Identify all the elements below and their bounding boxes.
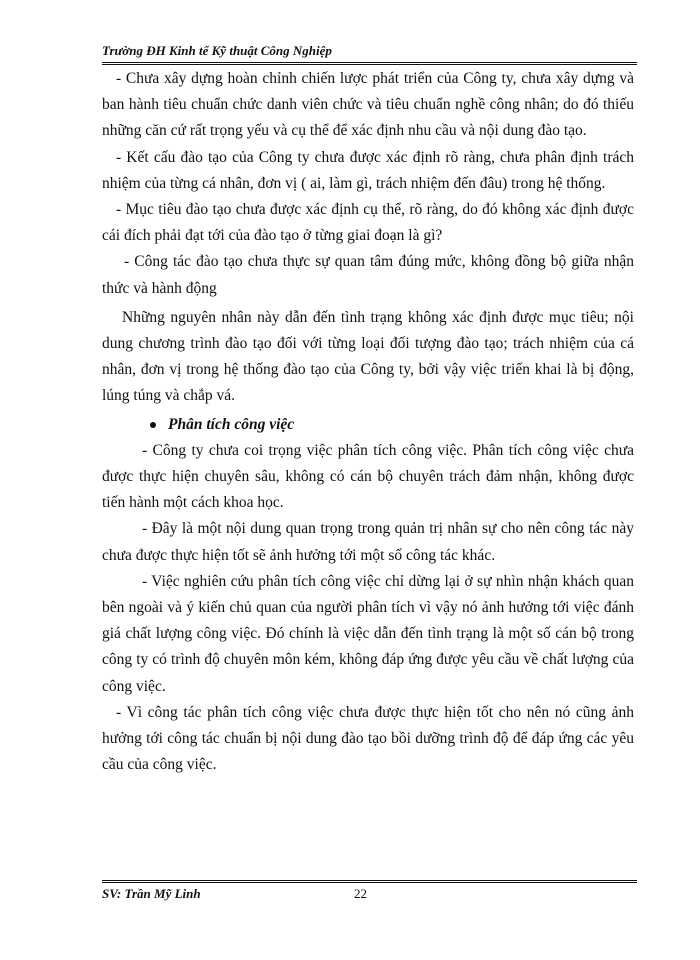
paragraph-6: - Công ty chưa coi trọng việc phân tích công việc. Phân tích công việc chưa được thực hiện chuyên sâu, không có cán bộ chuyên trách đảm nhận, không được tiến hành một cách khoa học. (102, 441, 634, 512)
footer-student-name: SV: Trần Mỹ Linh (102, 886, 201, 901)
bullet-icon (150, 422, 156, 428)
paragraph-4: - Công tác đào tạo chưa thực sự quan tâm đúng mức, không đồng bộ giữa nhận thức và hành động (102, 253, 634, 297)
header-rule (102, 62, 637, 65)
page-header-title: Trường ĐH Kinh tế Kỹ thuật Công Nghiệp (102, 43, 332, 58)
paragraph-5: Những nguyên nhân này dẫn đến tình trạng không xác định được mục tiêu; nội dung chương trình đào tạo đối với từng loại đối tượng đào tạo; trách nhiệm của cá nhân, đơn vị trong hệ thống đào tạo của Công ty, bởi vậy việc triển khai là bị động, lúng túng và chắp vá. (102, 308, 634, 405)
document-body (102, 66, 634, 778)
paragraph-3: - Mục tiêu đào tạo chưa được xác định cụ thể, rõ ràng, do đó không xác định được cái đích phải đạt tới của đào tạo ở từng giai đoạn là gì? (102, 201, 634, 245)
paragraph-9: - Vì công tác phân tích công việc chưa được thực hiện tốt cho nên nó cũng ảnh hưởng tới công tác chuẩn bị nội dung đào tạo bồi dưỡng trình độ để đáp ứng các yêu cầu của công việc. (102, 703, 634, 774)
paragraph-8: - Việc nghiên cứu phân tích công việc chỉ dừng lại ở sự nhìn nhận khách quan bên ngoài và ý kiến chủ quan của người phân tích vì vậy nó ảnh hưởng tới việc đánh giá chất lượng công việc. Đó chính là việc dẫn đến tình trạng là một số cán bộ trong công ty có trình độ chuyên môn kém, không đáp ứng được yêu cầu về chất lượng của công việc. (102, 572, 634, 695)
paragraph-1: - Chưa xây dựng hoàn chỉnh chiến lược phát triển của Công ty, chưa xây dựng và ban hành tiêu chuẩn chức danh viên chức và tiêu chuẩn nghề công nhân; do đó thiếu những căn cứ rất trọng yếu và cụ thể để xác định nhu cầu và nội dung đào tạo. (102, 70, 634, 140)
section-heading-text: Phân tích công việc (168, 415, 295, 433)
section-heading (102, 412, 634, 438)
page-number: 22 (354, 886, 367, 901)
paragraph-7: - Đây là một nội dung quan trọng trong quản trị nhân sự cho nên công tác này chưa được thực hiện tốt sẽ ảnh hưởng tới một số công tác khác. (102, 520, 634, 564)
footer-rule (102, 880, 637, 883)
paragraph-2: - Kết cấu đào tạo của Công ty chưa được xác định rõ ràng, chưa phân định trách nhiệm của từng cá nhân, đơn vị ( ai, làm gì, trách nhiệm đến đâu) trong hệ thống. (102, 148, 634, 192)
